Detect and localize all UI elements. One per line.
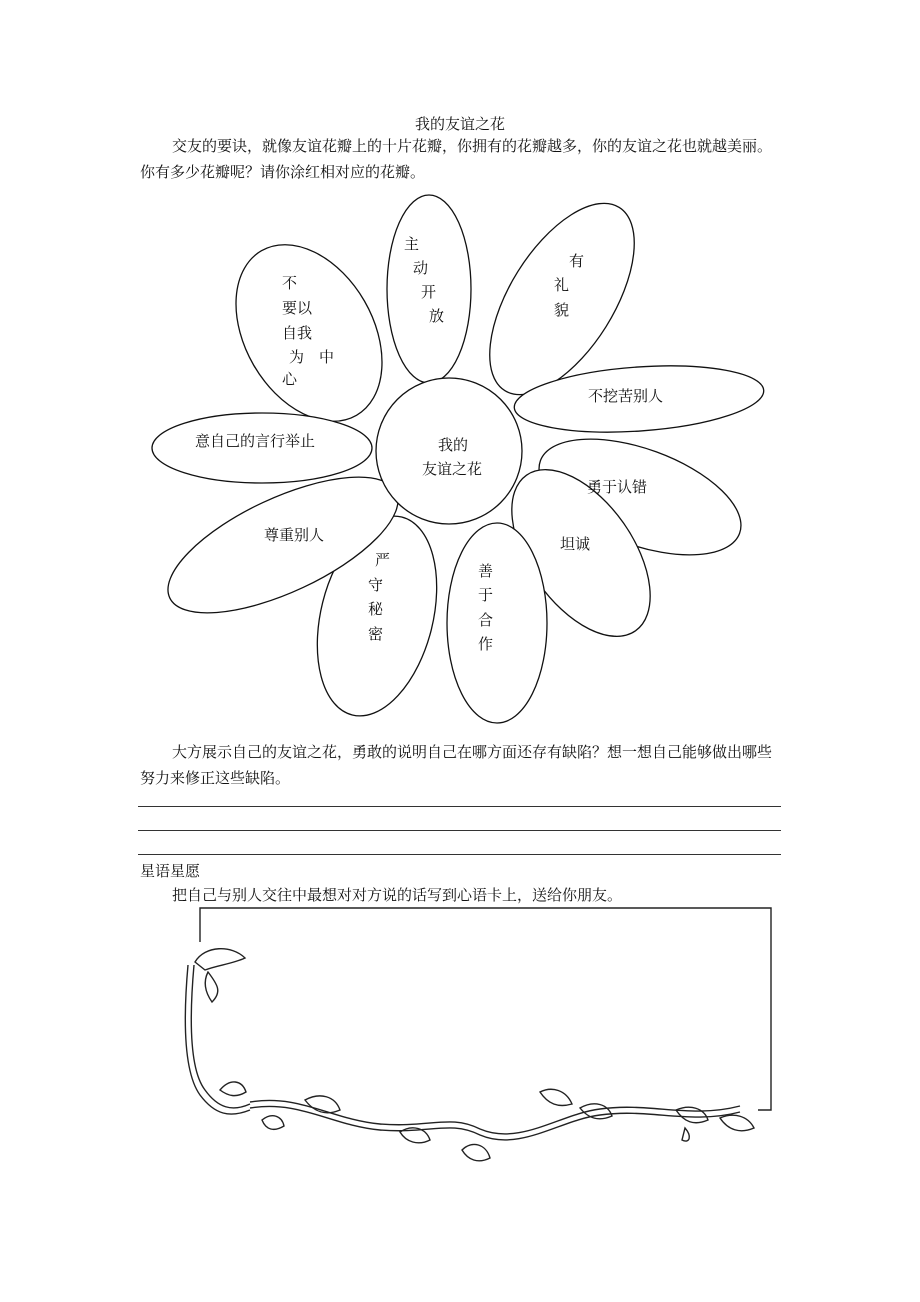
petal-text: 意自己的言行举止 — [195, 432, 316, 450]
petal-text: 貌 — [554, 301, 570, 319]
petal-text: 合 — [478, 611, 494, 629]
page-title: 我的友谊之花 — [414, 115, 505, 133]
petal-text: 善 — [478, 562, 494, 580]
petal-text: 于 — [478, 586, 494, 604]
petal-cooperation[interactable] — [447, 523, 547, 723]
petal-text: 守 — [368, 576, 384, 594]
petal-text: 不 — [282, 274, 298, 292]
petal-text: 开 — [421, 283, 437, 301]
petal-text: 心 — [282, 370, 298, 388]
petal-text: 勇于认错 — [587, 478, 648, 496]
card-writing-area[interactable] — [205, 915, 765, 1100]
petal-text: 自我 — [282, 324, 313, 342]
section-heading: 星语星愿 — [140, 862, 201, 880]
petal-text: 礼 — [554, 276, 570, 294]
intro-paragraph: 交友的要诀，就像友谊花瓣上的十片花瓣，你拥有的花瓣越多，你的友谊之花也就越美丽。你有多少花瓣呢？请你涂红相对应的花瓣。 — [140, 137, 773, 181]
petal-text: 尊重别人 — [264, 526, 325, 544]
answer-line[interactable] — [138, 806, 781, 807]
card-instruction: 把自己与别人交往中最想对对方说的话写到心语卡上，送给你朋友。 — [172, 886, 623, 904]
petal-text: 坦诚 — [560, 535, 591, 553]
petal-text: 密 — [368, 625, 384, 643]
petal-text: 动 — [413, 259, 429, 277]
petal-text: 不挖苦别人 — [588, 387, 664, 405]
petal-text: 有 — [569, 252, 585, 270]
petal-text: 为 中 — [289, 348, 335, 366]
petal-text: 严 — [375, 551, 391, 569]
answer-line[interactable] — [138, 830, 781, 831]
answer-line[interactable] — [138, 854, 781, 855]
center-label-line1: 我的 — [438, 436, 469, 454]
reflection-paragraph: 大方展示自己的友谊之花，勇敢的说明自己在哪方面还存有缺陷？想一想自己能够做出哪些努力来修正这些缺陷。 — [140, 743, 773, 787]
petal-text: 秘 — [368, 600, 384, 618]
petal-text: 主 — [404, 235, 420, 253]
petal-text: 作 — [478, 635, 494, 653]
petal-text: 要以 — [282, 299, 313, 317]
petal-text: 放 — [429, 307, 445, 325]
center-label-line2: 友谊之花 — [422, 460, 483, 478]
